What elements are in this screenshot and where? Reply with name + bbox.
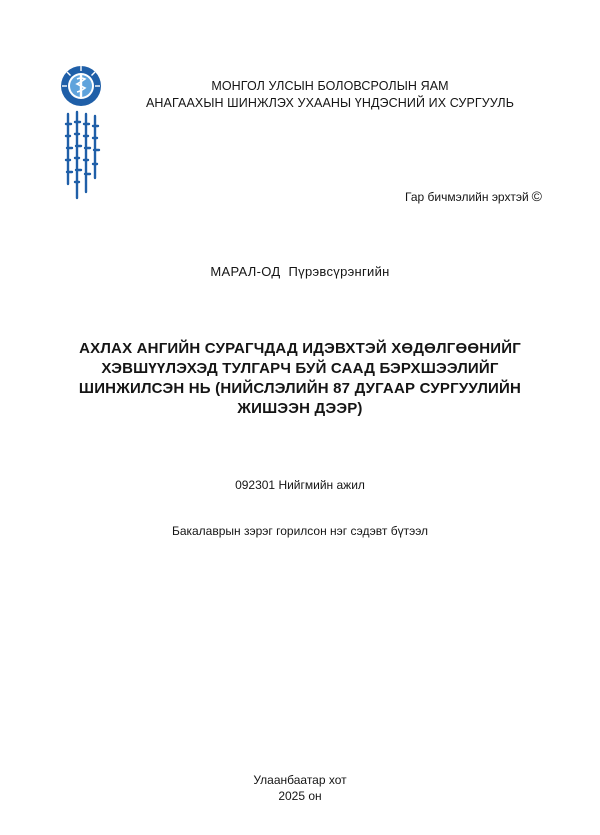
degree-description: Бакалаврын зэрэг горилсон нэг сэдэвт бүтээл [171,524,429,538]
copyright-notice [405,188,542,204]
document-header [120,78,540,112]
year: 2025 он [278,789,322,803]
author-name [0,264,600,279]
field-of-study: 092301 Нийгмийн ажил [235,478,365,492]
thesis-title [70,339,530,419]
title-line: ШИНЖИЛСЭН НЬ (НИЙСЛЭЛИЙН 87 ДУГААР СУРГУУЛИЙН [78,380,522,397]
author-family-name: МАРАЛ-ОД [210,264,281,279]
university-logo-icon [58,64,104,214]
place-and-year [0,772,600,804]
copyright-icon: © [531,188,542,204]
title-line: АХЛАХ АНГИЙН СУРАГЧДАД ИДЭВХТЭЙ ХӨДӨЛГӨӨНИЙГ [79,340,521,357]
title-line: ХЭВШҮҮЛЭХЭД ТУЛГАРЧ БУЙ СААД БЭРХШЭЭЛИЙГ [101,360,499,377]
title-line: ЖИШЭЭН ДЭЭР) [237,400,363,417]
city: Улаанбаатар хот [253,773,347,787]
author-given-name: Пүрэвсүрэнгийн [288,264,390,279]
university-name: АНАГААХЫН ШИНЖЛЭХ УХААНЫ ҮНДЭСНИЙ ИХ СУРГУУЛЬ [145,96,515,110]
ministry-name: МОНГОЛ УЛСЫН БОЛОВСРОЛЫН ЯАМ [211,79,449,93]
copyright-label: Гар бичмэлийн эрхтэй [405,190,529,204]
